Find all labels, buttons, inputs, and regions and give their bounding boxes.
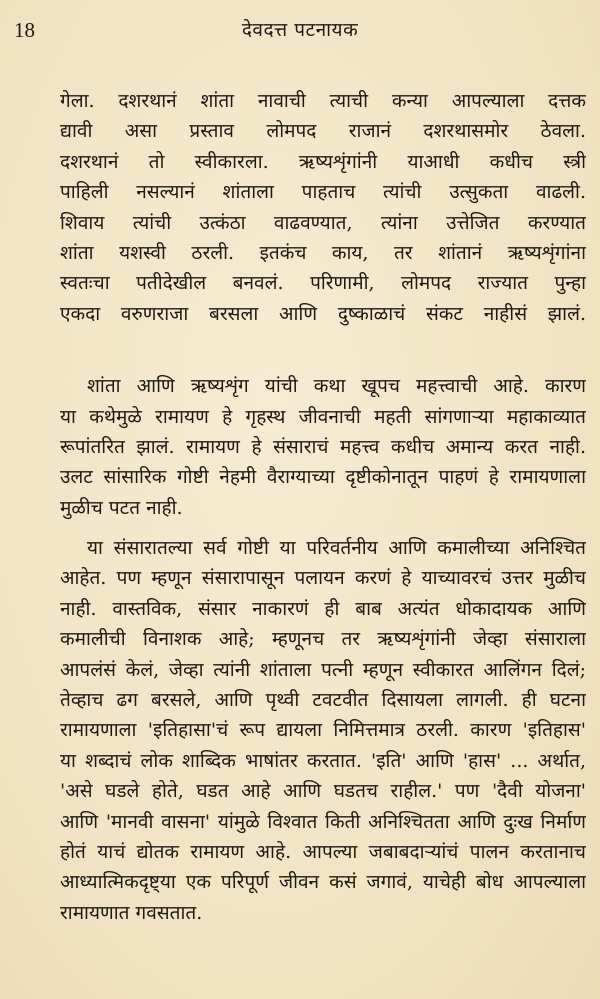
text-line: कमालीची विनाशक आहे; म्हणूनच तर ऋष्यशृंगांनी जेव्हा संसाराला — [60, 628, 586, 651]
page-number: 18 — [14, 18, 35, 42]
text-line: शांता आणि ऋष्यशृंग यांची कथा खूपच महत्त्वाची आहे. कारण — [87, 375, 586, 398]
text-line: रूपांतरित झालं. रामायण हे संसाराचं महत्त्व कधीच अमान्य करत नाही. — [60, 435, 586, 458]
text-line: आध्यात्मिकदृष्ट्या एक परिपूर्ण जीवन कसं जगावं, याचेही बोध आपल्याला — [60, 871, 586, 894]
text-line: गेला. दशरथानं शांता नावाची त्याची कन्या आपल्याला दत्तक — [60, 90, 586, 112]
text-line: होतं याचं द्योतक रामायण आहे. आपल्या जबाबदाऱ्यांचं पालन करतानाच — [60, 840, 586, 863]
text-line: 'असे घडले होते, घडत आहे आणि घडतच राहील.' पण 'दैवी योजना' — [60, 780, 586, 803]
text-line: आणि 'मानवी वासना' यांमुळे विश्वात किती अनिश्चितता आणि दुःख निर्माण — [60, 810, 586, 833]
text-line: स्वतःचा पतीदेखील बनवलं. परिणामी, लोमपद राज्यात पुन्हा — [60, 272, 586, 295]
text-line: एकदा वरुणराजा बरसला आणि दुष्काळाचं संकट नाहीसं झालं. — [60, 302, 586, 325]
text-line: दशरथानं तो स्वीकारला. ऋष्यशृंगांनी याआधी कधीच स्त्री — [60, 150, 586, 173]
text-line: रामायणात गवसतात. — [60, 901, 203, 924]
text-line: पाहिली नसल्यानं शांताला पाहताच त्यांची उत्सुकता वाढली. — [60, 181, 586, 204]
text-line: या संसारातल्या सर्व गोष्टी या परिवर्तनीय आणि कमालीच्या अनिश्चित — [87, 537, 586, 560]
paragraph-3 — [60, 533, 586, 928]
text-line: या कथेमुळे रामायण हे गृहस्थ जीवनाची महती सांगणाऱ्या महाकाव्यात — [60, 405, 586, 428]
text-line: द्यावी असा प्रस्ताव लोमपद राजानं दशरथासमोर ठेवला. — [60, 120, 586, 143]
text-line: शांता यशस्वी ठरली. इतकंच काय, तर शांतानं ऋष्यशृंगांना — [60, 241, 586, 264]
page-header — [0, 14, 600, 50]
text-line: उलट सांसारिक गोष्टी नेहमी वैराग्याच्या दृष्टीकोनातून पाहणं हे रामायणाला — [60, 466, 586, 489]
paragraph-2 — [60, 371, 586, 523]
text-line: मुळीच पटत नाही. — [60, 496, 183, 519]
body-text — [60, 86, 586, 928]
paragraph-1 — [60, 86, 586, 329]
text-line: आपलंसं केलं, जेव्हा त्यांनी शांताला पत्नी म्हणून स्वीकारत आलिंगन दिलं; — [60, 658, 586, 681]
text-line: तेव्हाच ढग बरसले, आणि पृथ्वी टवटवीत दिसायला लागली. ही घटना — [60, 689, 586, 712]
text-line: आहेत. पण म्हणून संसारापासून पलायन करणं हे याच्यावरचं उत्तर मुळीच — [60, 567, 586, 590]
text-line: या शब्दाचं लोक शाब्दिक भाषांतर करतात. 'इति' आणि 'हास' ... अर्थात, — [60, 749, 586, 772]
text-line: शिवाय त्यांची उत्कंठा वाढवण्यात, त्यांना उत्तेजित करण्यात — [60, 211, 586, 234]
running-title: देवदत्त पटनायक — [241, 19, 359, 41]
text-line: रामायणाला 'इतिहासा'चं रूप द्यायला निमित्तमात्र ठरली. कारण 'इतिहास' — [60, 719, 586, 742]
text-line: नाही. वास्तविक, संसार नाकारणं ही बाब अत्यंत धोकादायक आणि — [60, 597, 586, 620]
